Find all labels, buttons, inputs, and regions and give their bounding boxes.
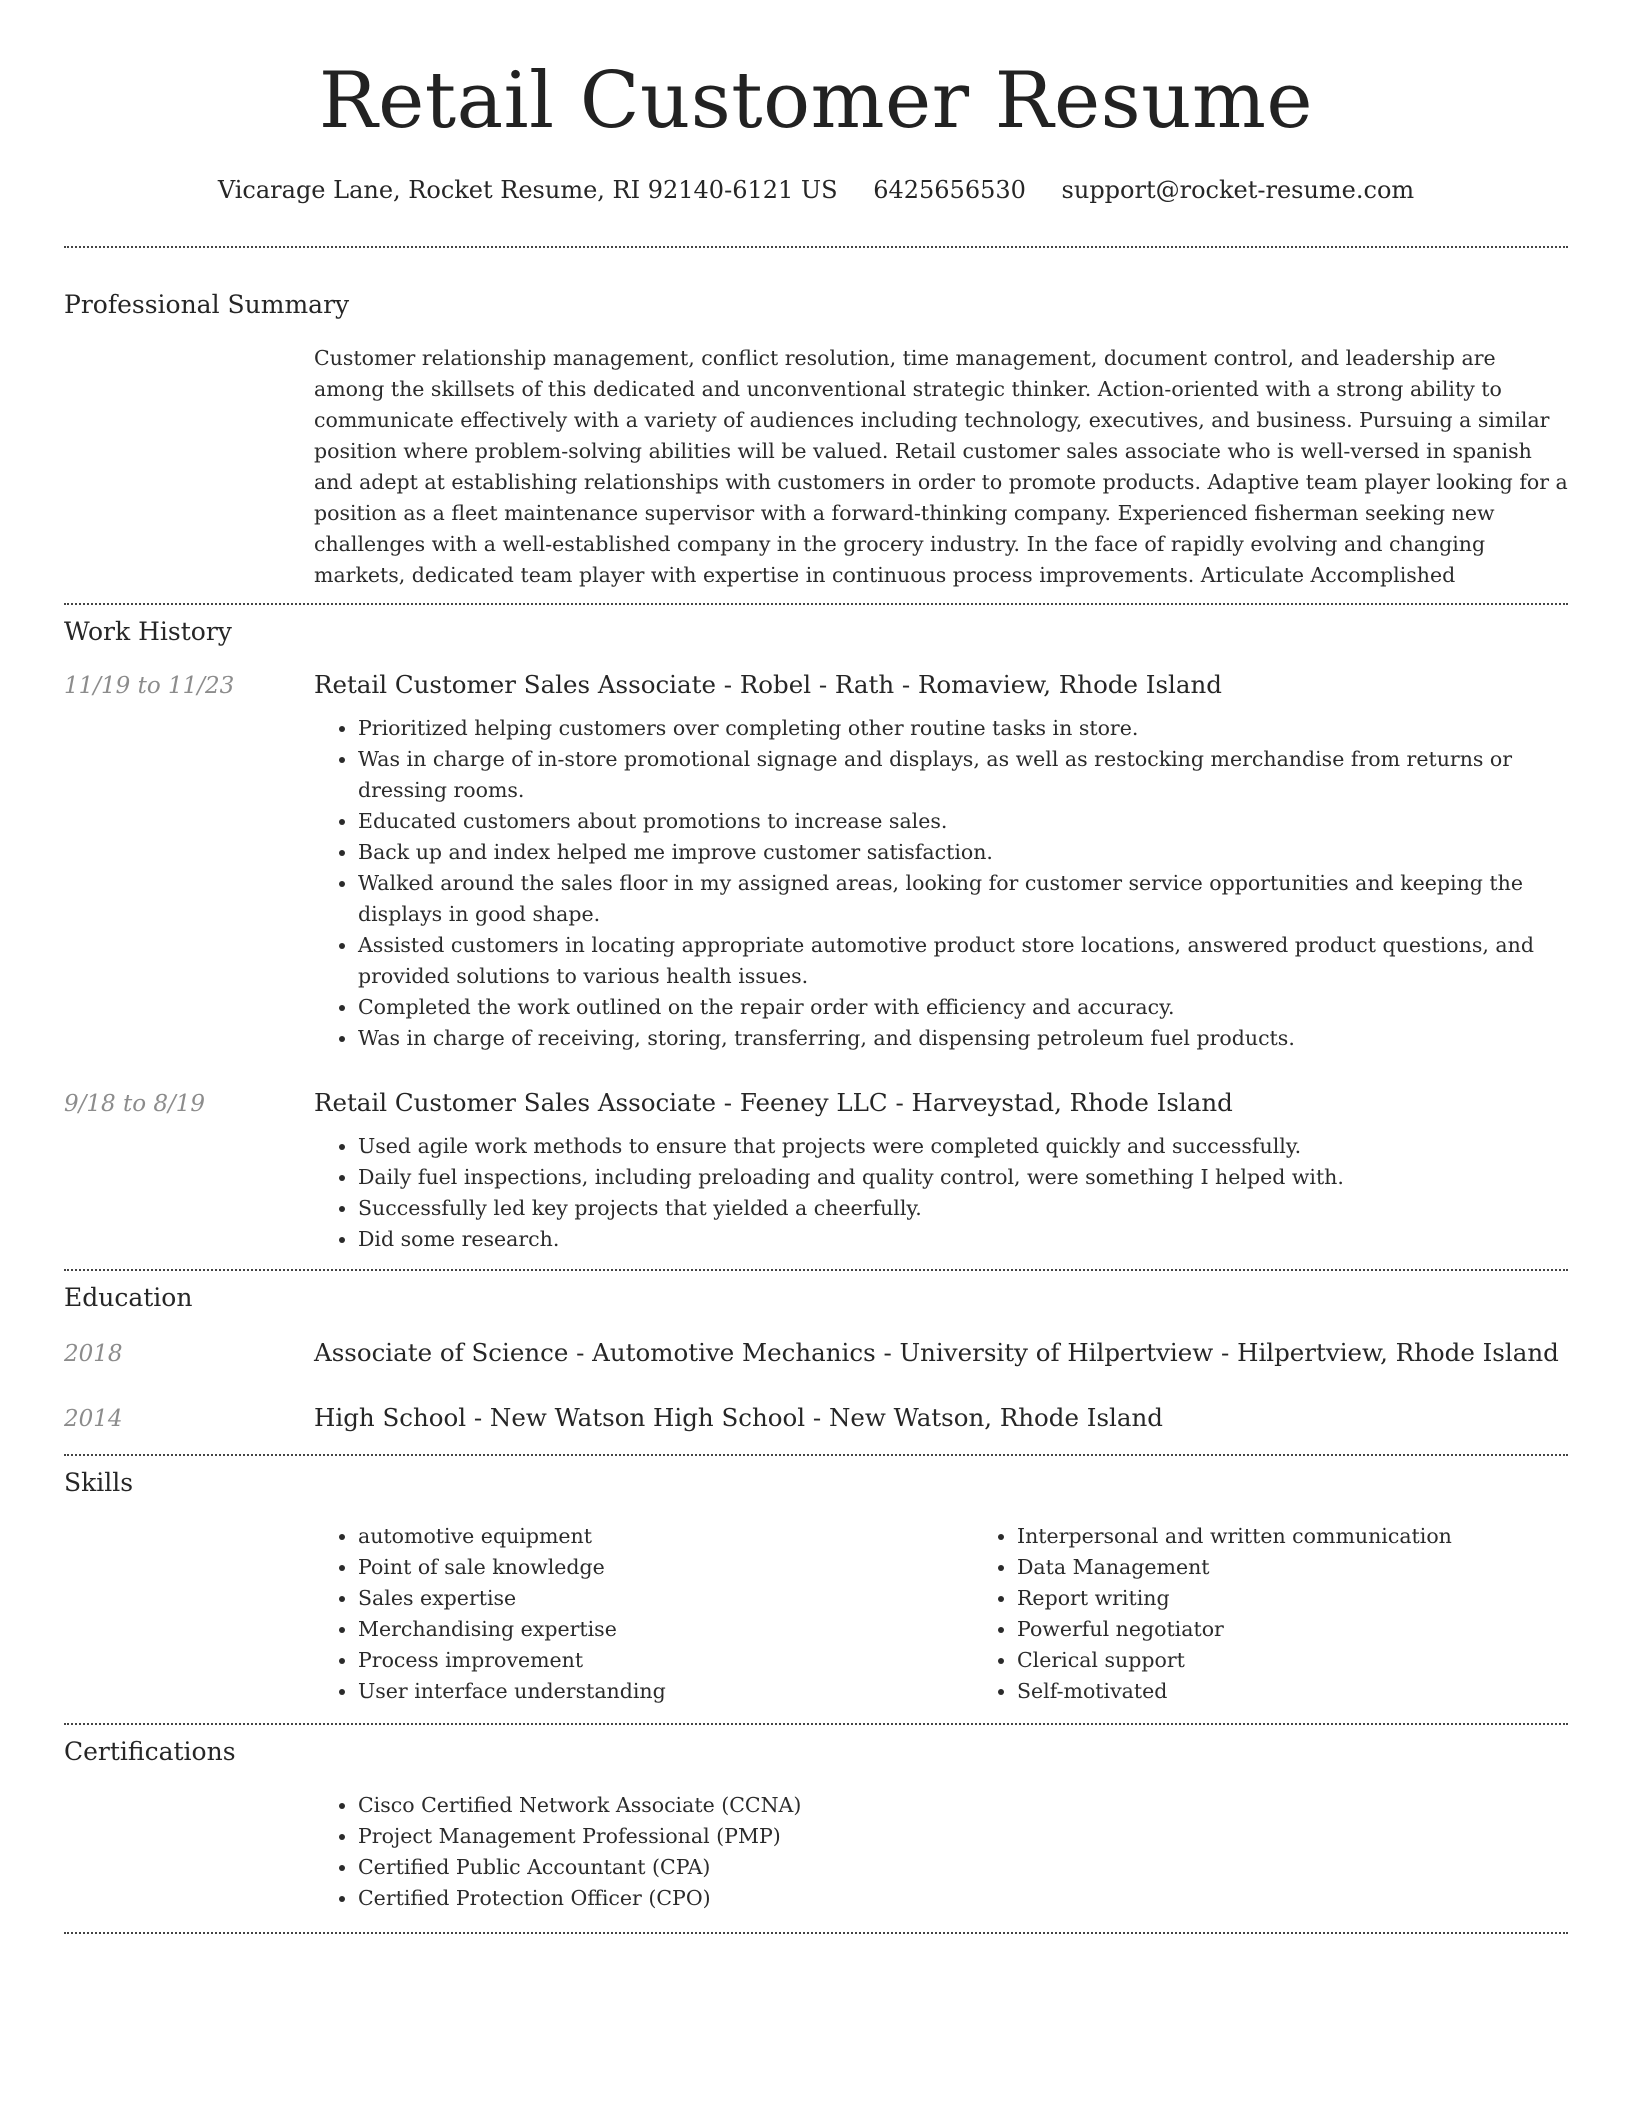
education-details: - University of Hilpertview - Hilpertview, Rhode Island — [875, 1338, 1559, 1367]
certifications-section — [64, 1725, 1568, 1914]
list-item: • Daily fuel inspections, including preloading and quality control, were something I helped with. — [358, 1162, 1568, 1193]
section-title-education: Education — [64, 1283, 193, 1312]
contact-phone: 6425656530 — [873, 176, 1026, 204]
education-entry — [64, 1403, 1568, 1432]
section-title-summary: Professional Summary — [64, 290, 350, 319]
list-item: • Used agile work methods to ensure that projects were completed quickly and successfully. — [358, 1131, 1568, 1162]
list-item: • Was in charge of receiving, storing, transferring, and dispensing petroleum fuel products. — [358, 1023, 1568, 1054]
education-heading — [314, 1338, 1559, 1367]
section-title-certifications: Certifications — [64, 1737, 236, 1766]
job-bullets — [314, 1131, 1568, 1255]
list-item: • Report writing — [1017, 1583, 1632, 1614]
list-item: • Prioritized helping customers over completing other routine tasks in store. — [358, 713, 1568, 744]
skills-list-left — [314, 1521, 973, 1707]
education-section — [64, 1271, 1568, 1432]
education-year: 2014 — [64, 1406, 123, 1432]
summary-section — [64, 248, 1568, 591]
job-details: - Feeney LLC - Harveystad, Rhode Island — [715, 1088, 1233, 1117]
list-item: • User interface understanding — [358, 1676, 973, 1707]
job-heading — [314, 670, 1222, 699]
job-heading — [314, 1088, 1233, 1117]
education-degree: High School — [314, 1403, 467, 1432]
list-item: • Project Management Professional (PMP) — [358, 1821, 1568, 1852]
contact-address: Vicarage Lane, Rocket Resume, RI 92140-6121 US — [217, 176, 838, 204]
job-entry — [64, 670, 1568, 1054]
skills-section — [64, 1456, 1568, 1707]
education-entry — [64, 1338, 1568, 1367]
list-item: • Assisted customers in locating appropriate automotive product store locations, answered product questions, and provided solutions to various health issues. — [358, 930, 1568, 992]
section-title-skills: Skills — [64, 1468, 134, 1497]
list-item: • Self-motivated — [1017, 1676, 1632, 1707]
contact-line — [64, 176, 1568, 204]
job-entry — [64, 1088, 1568, 1255]
list-item: • Clerical support — [1017, 1645, 1632, 1676]
list-item: • Interpersonal and written communication — [1017, 1521, 1632, 1552]
list-item: • Walked around the sales floor in my assigned areas, looking for customer service opportunities and keeping the displays in good shape. — [358, 868, 1568, 930]
certifications-list — [314, 1790, 1568, 1914]
list-item: • Point of sale knowledge — [358, 1552, 973, 1583]
list-item: • Cisco Certified Network Associate (CCNA) — [358, 1790, 1568, 1821]
job-role: Retail Customer Sales Associate — [314, 1088, 716, 1117]
list-item: • Back up and index helped me improve customer satisfaction. — [358, 837, 1568, 868]
list-item: • Did some research. — [358, 1224, 1568, 1255]
job-bullets — [314, 713, 1568, 1054]
job-details: - Robel - Rath - Romaview, Rhode Island — [715, 670, 1222, 699]
work-history-section — [64, 605, 1568, 1255]
contact-email[interactable]: support@rocket-resume.com — [1061, 176, 1415, 204]
job-dates: 11/19 to 11/23 — [64, 673, 235, 699]
list-item: • Certified Protection Officer (CPO) — [358, 1883, 1568, 1914]
list-item: • Certified Public Accountant (CPA) — [358, 1852, 1568, 1883]
list-item: • Powerful negotiator — [1017, 1614, 1632, 1645]
education-degree: Associate of Science - Automotive Mechanics — [314, 1338, 876, 1367]
list-item: • Merchandising expertise — [358, 1614, 973, 1645]
education-heading — [314, 1403, 1163, 1432]
resume-name: Retail Customer Resume — [318, 56, 1314, 146]
list-item: • Data Management — [1017, 1552, 1632, 1583]
list-item: • Sales expertise — [358, 1583, 973, 1614]
list-item: • Was in charge of in-store promotional signage and displays, as well as restocking merchandise from returns or dressing rooms. — [358, 744, 1568, 806]
list-item: • automotive equipment — [358, 1521, 973, 1552]
skills-list-right — [973, 1521, 1632, 1707]
education-year: 2018 — [64, 1341, 123, 1367]
section-title-work-history: Work History — [64, 617, 232, 646]
divider — [64, 1932, 1568, 1934]
skills-columns — [314, 1521, 1568, 1707]
list-item: • Completed the work outlined on the repair order with efficiency and accuracy. — [358, 992, 1568, 1023]
list-item: • Educated customers about promotions to increase sales. — [358, 806, 1568, 837]
summary-text: Customer relationship management, conflict resolution, time management, document control, and leadership are among the skillsets of this dedicated and unconventional strategic thinker. Action-oriented with a strong ability to communicate effectively with a variety of audiences including technology, executives, and business. Pursuing a similar position where problem-solving abilities will be valued. Retail customer sales associate who is well-versed in spanish and adept at establishing relationships with customers in order to promote products. Adaptive team player looking for a position as a fleet maintenance supervisor with a forward-thinking company. Experienced fisherman seeking new challenges with a well-established company in the grocery industry. In the face of rapidly evolving and changing markets, dedicated team player with expertise in continuous process improvements. Articulate Accomplished — [314, 346, 1568, 587]
job-role: Retail Customer Sales Associate — [314, 670, 716, 699]
list-item: • Process improvement — [358, 1645, 973, 1676]
education-details: - New Watson High School - New Watson, Rhode Island — [466, 1403, 1163, 1432]
job-dates: 9/18 to 8/19 — [64, 1091, 206, 1117]
list-item: • Successfully led key projects that yielded a cheerfully. — [358, 1193, 1568, 1224]
